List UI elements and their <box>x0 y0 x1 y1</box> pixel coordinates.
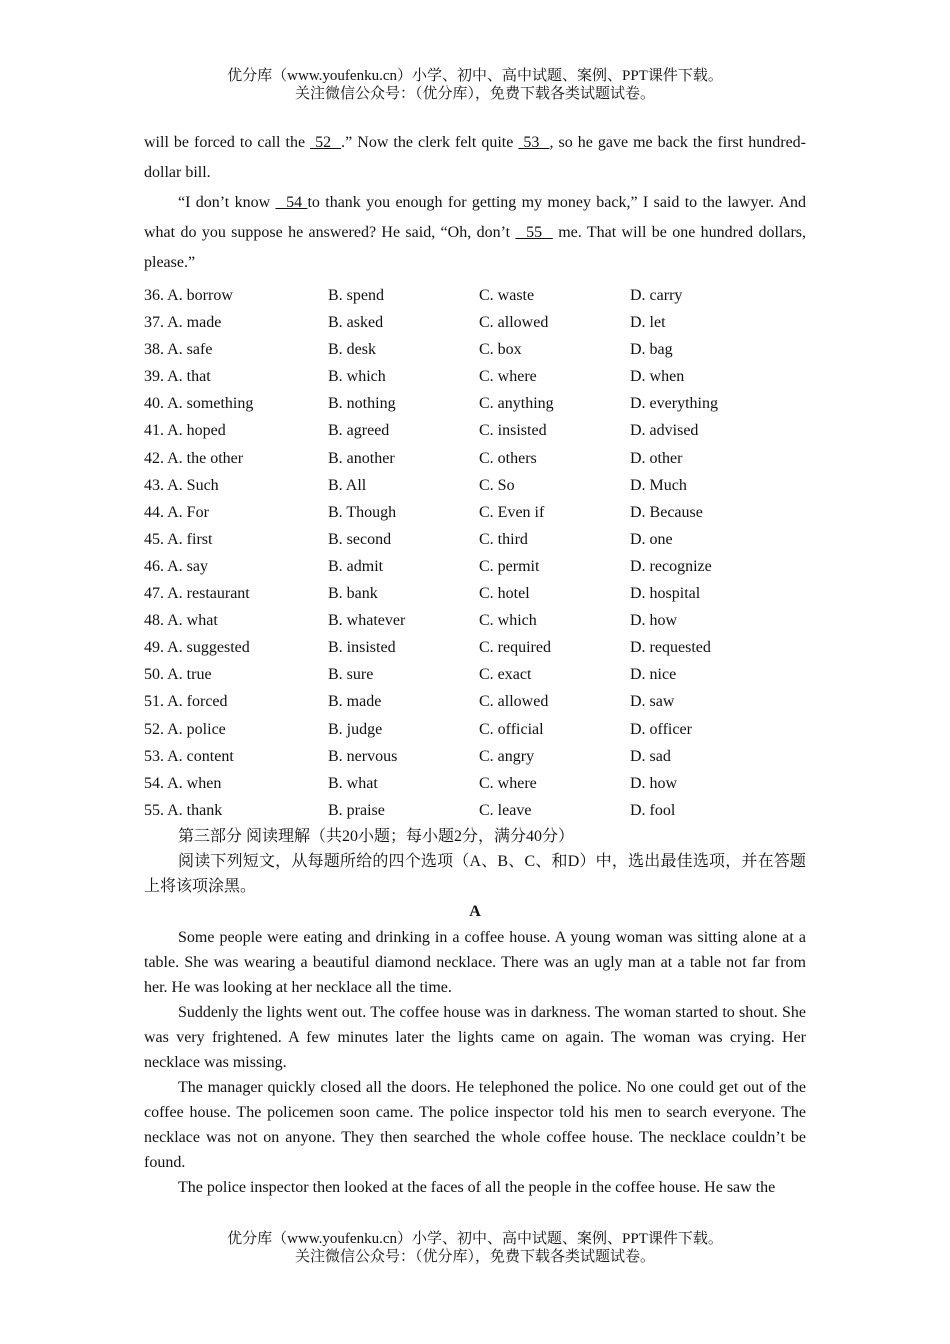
option-c: C. exact <box>479 666 532 684</box>
option-row <box>144 580 806 607</box>
option-row <box>144 526 806 553</box>
option-row <box>144 445 806 472</box>
option-d: D. carry <box>630 287 683 304</box>
option-d: D. bag <box>630 341 673 359</box>
option-a: 44. A. For <box>144 503 209 521</box>
reading-a-paragraph: Suddenly the lights went out. The coffee house was in darkness. The woman started to shout. She was very frightened. A few minutes later the lights came on again. The woman was crying. Her necklace was missing. <box>144 1003 806 1071</box>
option-c: C. angry <box>479 747 535 765</box>
option-b: B. admit <box>328 557 384 575</box>
option-a: 46. A. say <box>144 557 208 575</box>
passage-text: will be forced to call the <box>144 134 311 151</box>
option-a: 40. A. something <box>144 395 254 413</box>
option-d: D. fool <box>630 801 676 819</box>
option-c: C. third <box>479 530 528 548</box>
passage-paragraph-1 <box>144 128 806 188</box>
option-d: D. recognize <box>630 557 712 575</box>
option-c: C. required <box>479 639 551 657</box>
option-a: 47. A. restaurant <box>144 585 250 603</box>
option-b: B. desk <box>328 341 376 359</box>
option-b: B. what <box>328 774 378 792</box>
passage-text: me. That will be one hundred dollars, please.” <box>144 224 807 271</box>
page-footer <box>0 1230 950 1266</box>
option-a: 36. A. borrow <box>144 287 233 304</box>
option-c: C. where <box>479 368 537 386</box>
option-a: 39. A. that <box>144 368 211 386</box>
option-c: C. waste <box>479 287 535 304</box>
option-d: D. when <box>630 368 685 386</box>
option-row <box>144 716 806 743</box>
option-d: D. everything <box>630 395 718 413</box>
option-row <box>144 770 806 797</box>
blank-55: 55 <box>515 224 553 241</box>
option-a: 42. A. the other <box>144 449 244 467</box>
option-b: B. judge <box>328 720 383 738</box>
option-d: D. nice <box>630 666 677 684</box>
passage-text: “I don’t know <box>178 194 276 211</box>
option-d: D. other <box>630 449 683 467</box>
option-c: C. anything <box>479 395 554 413</box>
option-d: D. how <box>630 774 678 792</box>
option-d: D. hospital <box>630 585 701 603</box>
option-row <box>144 336 806 363</box>
option-row <box>144 797 806 824</box>
option-a: 52. A. police <box>144 720 226 738</box>
option-b: B. spend <box>328 287 384 304</box>
option-row <box>144 472 806 499</box>
blank-52: 52 <box>310 134 342 151</box>
passage-text: to thank you enough for getting my money back,” I said to the lawyer. And what do you suppose he answered? He said, “Oh, don’t <box>144 194 807 241</box>
option-c: C. allowed <box>479 693 549 711</box>
option-a: 45. A. first <box>144 530 213 548</box>
option-row <box>144 282 806 309</box>
reading-a-heading: A <box>469 902 481 920</box>
option-d: D. Much <box>630 476 687 494</box>
option-c: C. leave <box>479 801 532 819</box>
option-b: B. praise <box>328 801 385 819</box>
reading-a-paragraph: Some people were eating and drinking in a coffee house. A young woman was sitting alone at a table. She was wearing a beautiful diamond necklace. There was an ugly man at a table not far from her. He was looking at her necklace all the time. <box>144 928 806 996</box>
option-c: C. where <box>479 774 537 792</box>
header-line-2: 关注微信公众号：（优分库），免费下载各类试题试卷。 <box>294 86 655 102</box>
option-d: D. officer <box>630 720 692 738</box>
passage-paragraph-2 <box>144 188 806 278</box>
option-a: 50. A. true <box>144 666 212 684</box>
option-row <box>144 743 806 770</box>
options-list <box>144 282 806 824</box>
part3-instruction: 阅读下列短文，从每题所给的四个选项（A、B、C、和D）中，选出最佳选项，并在答题上将该项涂黑。 <box>144 852 806 895</box>
blank-53: 53 <box>518 134 550 151</box>
option-a: 38. A. safe <box>144 341 213 359</box>
option-b: B. nothing <box>328 395 396 413</box>
option-a: 43. A. Such <box>144 476 219 494</box>
option-b: B. All <box>328 476 367 494</box>
option-a: 54. A. when <box>144 774 222 792</box>
option-b: B. which <box>328 368 386 386</box>
option-d: D. requested <box>630 639 711 657</box>
header-line-1: 优分库（www.youfenku.cn）小学、初中、高中试题、案例、PPT课件下载。 <box>227 68 723 84</box>
option-c: C. permit <box>479 557 540 575</box>
option-a: 37. A. made <box>144 314 222 332</box>
passage-text: .” Now the clerk felt quite <box>341 134 519 151</box>
option-c: C. hotel <box>479 585 530 603</box>
option-row <box>144 661 806 688</box>
option-d: D. saw <box>630 693 675 711</box>
option-b: B. second <box>328 530 392 548</box>
option-c: C. box <box>479 341 522 359</box>
option-b: B. asked <box>328 314 384 332</box>
option-b: B. another <box>328 449 395 467</box>
footer-line-1: 优分库（www.youfenku.cn）小学、初中、高中试题、案例、PPT课件下载。 <box>227 1231 723 1247</box>
option-row <box>144 363 806 390</box>
option-d: D. Because <box>630 503 703 521</box>
option-b: B. whatever <box>328 612 406 630</box>
option-a: 51. A. forced <box>144 693 228 711</box>
option-row <box>144 309 806 336</box>
page-header <box>0 67 950 103</box>
part3-title: 第三部分 阅读理解（共20小题；每小题2分，满分40分） <box>178 827 575 845</box>
option-row <box>144 688 806 715</box>
option-a: 55. A. thank <box>144 801 223 819</box>
option-d: D. sad <box>630 747 671 765</box>
option-a: 53. A. content <box>144 747 234 765</box>
option-d: D. how <box>630 612 678 630</box>
option-c: C. insisted <box>479 422 547 440</box>
option-row <box>144 607 806 634</box>
option-b: B. sure <box>328 666 374 684</box>
option-b: B. agreed <box>328 422 390 440</box>
reading-a-paragraph: The manager quickly closed all the doors. He telephoned the police. No one could get out of the coffee house. The policemen soon came. The police inspector told his men to search everyone. The necklace was not on anyone. They then searched the whole coffee house. The necklace couldn’t be found. <box>144 1078 806 1171</box>
option-c: C. Even if <box>479 503 545 521</box>
option-c: C. So <box>479 476 515 494</box>
passage-text: , so he gave me back the first hundred-dollar bill. <box>144 134 807 181</box>
option-b: B. made <box>328 693 382 711</box>
option-c: C. official <box>479 720 544 738</box>
option-a: 41. A. hoped <box>144 422 226 440</box>
option-b: B. bank <box>328 585 378 603</box>
option-c: C. which <box>479 612 537 630</box>
option-b: B. insisted <box>328 639 396 657</box>
option-c: C. others <box>479 449 537 467</box>
option-row <box>144 390 806 417</box>
option-d: D. advised <box>630 422 699 440</box>
option-row <box>144 499 806 526</box>
option-d: D. one <box>630 530 673 548</box>
option-a: 49. A. suggested <box>144 639 250 657</box>
option-row <box>144 634 806 661</box>
option-a: 48. A. what <box>144 612 218 630</box>
option-b: B. Though <box>328 503 397 521</box>
reading-a-paragraph: The police inspector then looked at the faces of all the people in the coffee house. He saw the <box>178 1178 776 1196</box>
option-row <box>144 553 806 580</box>
option-b: B. nervous <box>328 747 398 765</box>
option-row <box>144 417 806 444</box>
blank-54: 54 <box>275 194 308 211</box>
footer-line-2: 关注微信公众号：（优分库），免费下载各类试题试卷。 <box>294 1249 655 1265</box>
page-content <box>144 128 806 1200</box>
option-c: C. allowed <box>479 314 549 332</box>
option-d: D. let <box>630 314 666 332</box>
